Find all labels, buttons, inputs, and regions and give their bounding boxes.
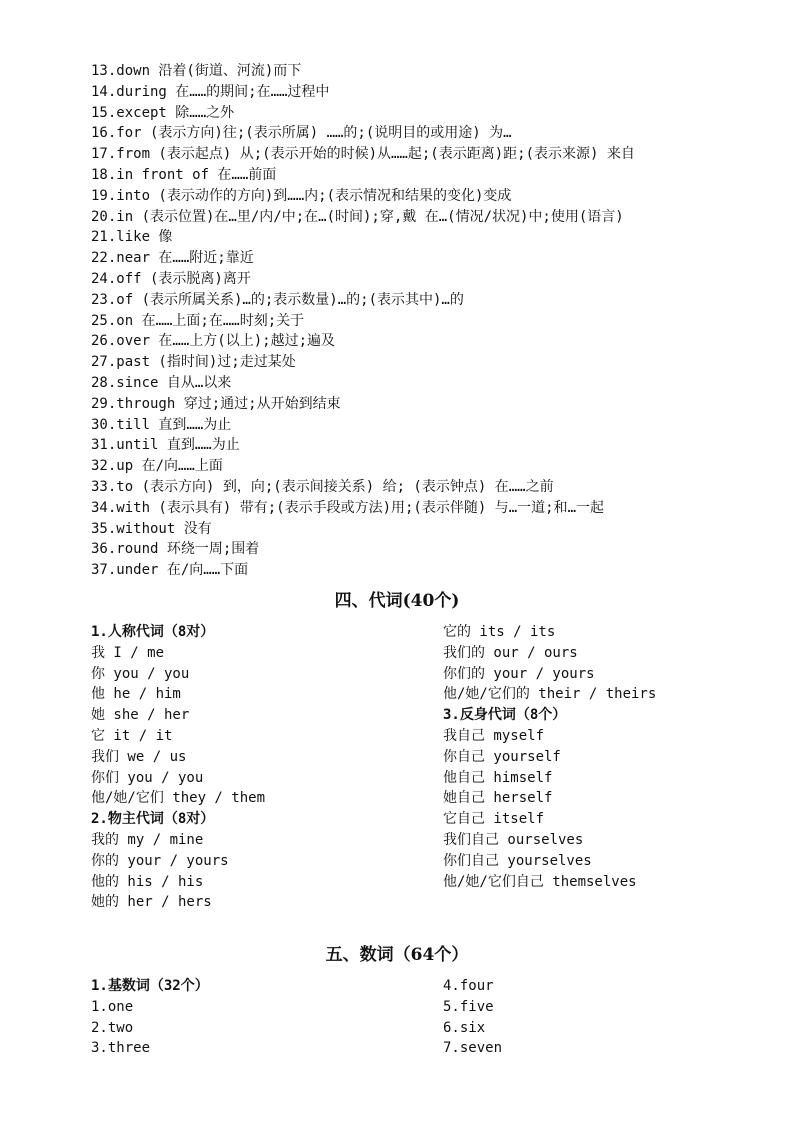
section-title-pronouns: 四、代词(40个): [334, 591, 460, 611]
list-item: 36.round 环绕一周;围着: [91, 541, 260, 558]
list-item: 35.without 没有: [91, 520, 212, 537]
list-item: 15.except 除……之外: [91, 104, 235, 121]
preposition-list: [91, 61, 731, 581]
list-item: 32.up 在/向……上面: [91, 458, 223, 475]
list-item: 27.past (指时间)过;走过某处: [91, 354, 296, 371]
list-item: 我们 we / us: [91, 748, 187, 765]
list-item: 他/她/它们的 their / theirs: [443, 686, 657, 703]
list-item: 28.since 自从…以来: [91, 374, 232, 391]
list-item: 14.during 在……的期间;在……过程中: [91, 83, 330, 100]
list-item: 1.one: [91, 998, 134, 1015]
list-item: 21.like 像: [91, 229, 173, 246]
list-item: 她自己 herself: [443, 790, 553, 807]
list-item: 3.three: [91, 1040, 151, 1057]
list-item: 24.off (表示脱离)离开: [91, 270, 251, 287]
list-item: 我 I / me: [91, 644, 165, 661]
list-item: 4.four: [443, 978, 494, 994]
list-item: 你 you / you: [91, 665, 190, 682]
list-item: 22.near 在……附近;靠近: [91, 250, 254, 267]
numerals-right-column: [443, 976, 783, 1059]
list-item: 5.five: [443, 998, 494, 1015]
list-item: 她 she / her: [91, 707, 190, 724]
list-item: 33.to (表示方向) 到，向;(表示间接关系) 给; (表示钟点) 在……之前: [91, 478, 554, 495]
section-title-numerals: 五、数词（64个）: [325, 945, 469, 965]
subsection-heading: 3.反身代词（8个）: [443, 707, 567, 724]
list-item: 6.six: [443, 1019, 486, 1036]
list-item: 我的 my / mine: [91, 831, 204, 848]
list-item: 他自己 himself: [443, 769, 553, 786]
list-item: 我自己 myself: [443, 727, 545, 744]
list-item: 他 he / him: [91, 686, 181, 703]
list-item: 31.until 直到……为止: [91, 437, 240, 454]
list-item: 他/她/它们 they / them: [91, 790, 266, 807]
list-item: 30.till 直到……为止: [91, 416, 232, 433]
list-item: 13.down 沿着(街道、河流)而下: [91, 63, 302, 79]
list-item: 34.with (表示具有) 带有;(表示手段或方法)用;(表示伴随) 与…一道;和…一起: [91, 499, 605, 516]
list-item: 26.over 在……上方(以上);越过;遍及: [91, 333, 336, 350]
list-item: 他/她/它们自己 themselves: [443, 873, 637, 890]
numerals-left-column: [91, 976, 431, 1059]
subsection-heading: 1.人称代词（8对）: [91, 624, 215, 640]
list-item: 16.for (表示方向)往;(表示所属) ……的;(说明目的或用途) 为…: [91, 125, 512, 142]
list-item: 它 it / it: [91, 727, 173, 744]
list-item: 2.two: [91, 1019, 134, 1036]
list-item: 我们的 our / ours: [443, 644, 578, 661]
subsection-heading: 2.物主代词（8对）: [91, 811, 215, 828]
list-item: 你的 your / yours: [91, 852, 229, 869]
list-item: 你们的 your / yours: [443, 665, 595, 682]
pronouns-left-column: [91, 622, 431, 913]
list-item: 我们自己 ourselves: [443, 831, 584, 848]
list-item: 29.through 穿过;通过;从开始到结束: [91, 395, 341, 412]
list-item: 你们 you / you: [91, 769, 204, 786]
list-item: 它自己 itself: [443, 811, 545, 828]
list-item: 他的 his / his: [91, 873, 204, 890]
list-item: 你自己 yourself: [443, 748, 561, 765]
list-item: 23.of (表示所属关系)…的;表示数量)…的;(表示其中)…的: [91, 291, 464, 308]
subsection-heading: 1.基数词（32个）: [91, 978, 209, 994]
list-item: 25.on 在……上面;在……时刻;关于: [91, 312, 305, 329]
list-item: 它的 its / its: [443, 624, 556, 640]
list-item: 17.from (表示起点) 从;(表示开始的时候)从……起;(表示距离)距;(表示来源) 来自: [91, 146, 635, 163]
list-item: 她的 her / hers: [91, 894, 212, 911]
list-item: 37.under 在/向……下面: [91, 562, 249, 579]
pronouns-right-column: [443, 622, 783, 892]
list-item: 18.in front of 在……前面: [91, 166, 277, 183]
list-item: 你们自己 yourselves: [443, 852, 592, 869]
list-item: 19.into (表示动作的方向)到……内;(表示情况和结果的变化)变成: [91, 187, 512, 204]
list-item: 20.in (表示位置)在…里/内/中;在…(时间);穿,戴 在…(情况/状况)中;使用(语言): [91, 208, 624, 225]
list-item: 7.seven: [443, 1040, 503, 1057]
